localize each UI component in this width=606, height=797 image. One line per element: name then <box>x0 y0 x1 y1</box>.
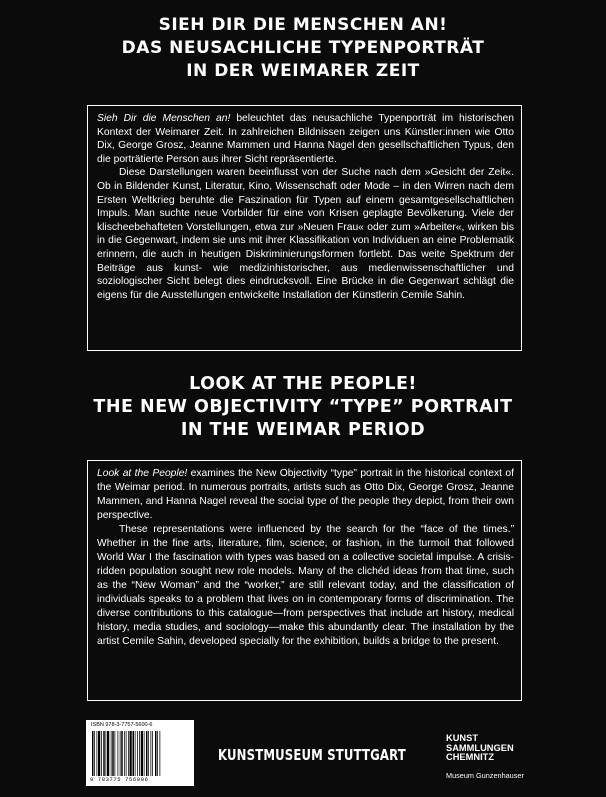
english-text-box <box>87 460 522 701</box>
english-paragraph-1-text: examines the New Objectivity “type” portrait in the historical context of the Weimar period. In numerous portraits, artists such as Otto Dix, George Grosz, Jeanne Mammen, and Hanna Nagel reveal the social type of the people they depict, from their own perspective. <box>97 468 514 521</box>
german-book-title: Sieh Dir die Menschen an! <box>97 113 231 124</box>
ksc-logo-line-1: KUNST <box>446 733 479 743</box>
barcode-digits: 9 783775 756006 <box>90 776 149 783</box>
isbn-text: ISBN 978-3-7757-5600-6 <box>91 722 153 728</box>
english-title-line-2: THE NEW OBJECTIVITY “TYPE” PORTRAIT <box>93 397 513 417</box>
kunstmuseum-stuttgart-logo: KUNSTMUSEUM STUTTGART <box>218 746 406 764</box>
german-paragraph-1 <box>97 112 514 166</box>
german-title-line-1: SIEH DIR DIE MENSCHEN AN! <box>158 15 448 35</box>
barcode-label <box>86 720 194 786</box>
english-title <box>0 373 606 442</box>
german-title-line-2: DAS NEUSACHLICHE TYPENPORTRÄT <box>121 38 485 58</box>
english-paragraph-1 <box>97 467 514 523</box>
english-title-line-3: IN THE WEIMAR PERIOD <box>180 420 426 440</box>
german-paragraph-2: Diese Darstellungen waren beeinflusst von der Suche nach dem »Gesicht der Zeit«. Ob in Bildender Kunst, Literatur, Kino, Wissenschaft oder Mode – in den Wirren nach dem Ersten Weltkrieg beruhte die Faszination für Typen auf einem gesamtgesellschaftlichen Impuls. Man suchte neue Vorbilder für eine von Krisen geplagte Bevölkerung. Viele der klischeebehafteten Vorstellungen, etwa zur »Neuen Frau« oder zum »Arbeiter«, wirken bis in die Gegenwart, indem sie uns mit ihrer Klassifikation von Individuen an eine Problematik erinnern, die auch in heutigen Diskriminierungsformen fortlebt. Das weite Spektrum der Beiträge aus kunst- wie medizinhistorischer, aus medienwissenschaftlicher und soziologischer Sicht belegt dies eindrucksvoll. Eine Brücke in die Gegenwart schlägt die eigens für die Ausstellungen entwickelte Installation der Künstlerin Cemile Sahin. <box>97 167 514 301</box>
ksc-logo-line-3: CHEMNITZ <box>446 752 495 762</box>
english-book-title: Look at the People! <box>97 468 188 479</box>
german-text-box <box>87 105 522 351</box>
german-title <box>0 14 606 83</box>
museum-gunzenhauser-label: Museum Gunzenhauser <box>446 771 524 780</box>
german-paragraph-1-text: beleuchtet das neusachliche Typenporträt im historischen Kontext der Weimarer Zeit. In zahlreichen Bildnissen zeigen uns Künstler:innen wie Otto Dix, George Grosz, Jeanne Mammen und Hanna Nagel den gesellschaftlichen Typus, den die porträtierte Person aus ihrer Sicht repräsentierte. <box>97 113 514 165</box>
german-title-line-3: IN DER WEIMARER ZEIT <box>186 61 420 81</box>
ksc-logo-line-2: SAMMLUNGEN <box>446 742 514 753</box>
english-title-line-1: LOOK AT THE PEOPLE! <box>189 374 417 394</box>
english-paragraph-2: These representations were influenced by the search for the “face of the times.” Whether in the fine arts, literature, film, science, or fashion, in the turmoil that followed World War I the fascination with types was based on a collective societal impulse. A crisis-ridden population sought new role models. Many of the clichéd ideas from that time, such as the “New Woman” and the “worker,” are still relevant today, and the classification of individuals speaks to a problem that lives on in contemporary forms of discrimination. The diverse contributions to this catalogue—from perspectives that include art history, medical history, media studies, and sociology—make this abundantly clear. The installation by the artist Cemile Sahin, developed specially for the exhibition, builds a bridge to the present. <box>97 524 514 647</box>
kunstsammlungen-chemnitz-logo <box>446 734 514 763</box>
barcode-icon <box>91 731 189 776</box>
